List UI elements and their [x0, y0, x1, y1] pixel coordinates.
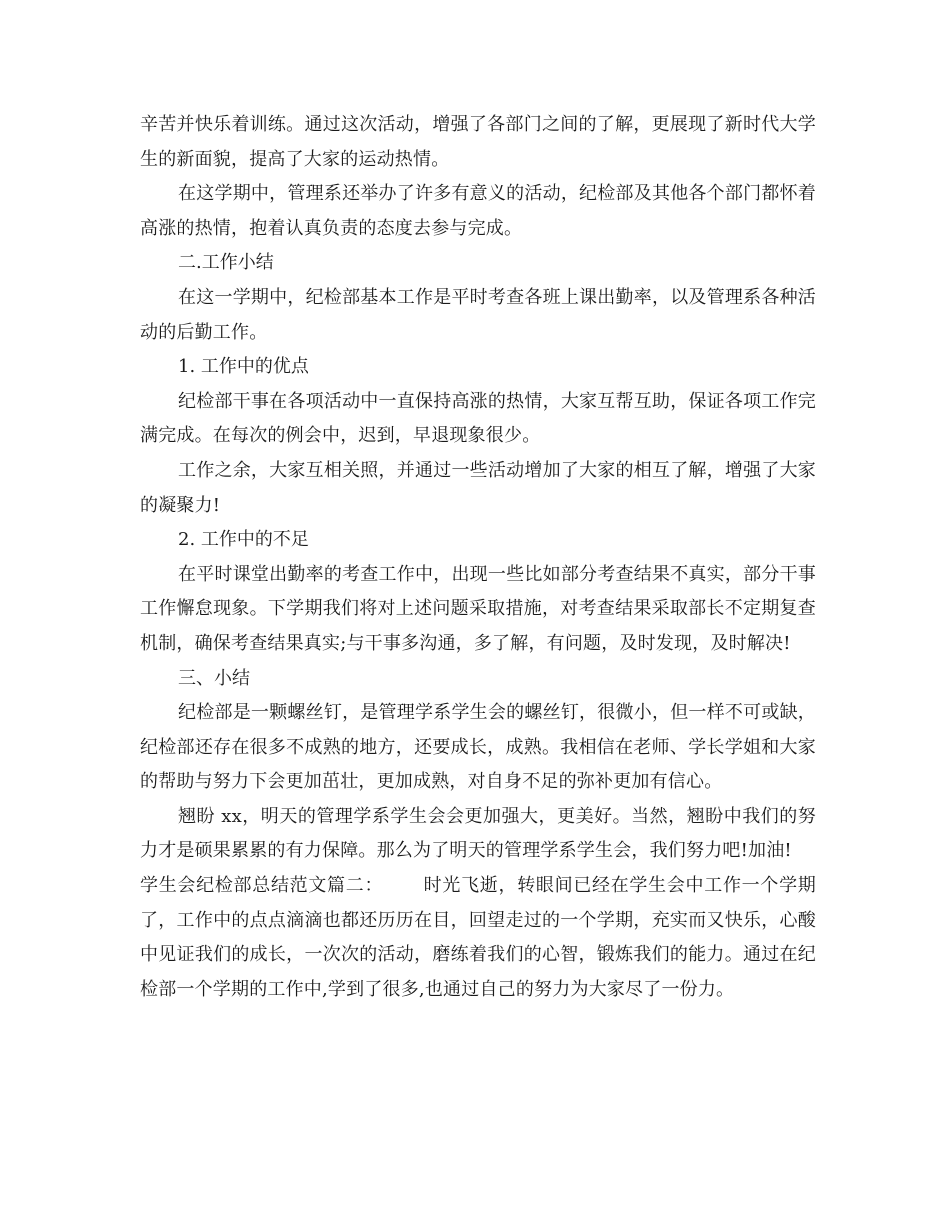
paragraph-article-two — [140, 869, 816, 1007]
section-heading-conclusion: 三、小结 — [178, 667, 250, 689]
article-two-title: 学生会纪检部总结范文篇二： — [140, 875, 384, 897]
paragraph-screw: 纪检部是一颗螺丝钉，是管理学系学生会的螺丝钉，很微小，但一样不可或缺，纪检部还存在很多不成熟的地方，还要成长，成熟。我相信在老师、学长学姐和大家的帮助与努力下会更加茁壮，更加成熟，对自身不足的弥补更加有信心。 — [140, 702, 816, 793]
section-heading-work-summary: 二.工作小结 — [178, 252, 274, 274]
subheading-strengths: 1. 工作中的优点 — [178, 356, 309, 378]
subheading-weaknesses: 2. 工作中的不足 — [178, 529, 309, 551]
paragraph-weaknesses: 在平时课堂出勤率的考查工作中，出现一些比如部分考查结果不真实，部分干事工作懈怠现象。下学期我们将对上述问题采取措施，对考查结果采取部长不定期复查机制，确保考查结果真实;与干事多沟通，多了解，有问题，及时发现，及时解决! — [140, 563, 816, 654]
paragraph-basic-work: 在这一学期中，纪检部基本工作是平时考查各班上课出勤率，以及管理系各种活动的后勤工作。 — [140, 286, 816, 343]
document-body — [140, 108, 816, 1007]
paragraph-cohesion: 工作之余，大家互相关照，并通过一些活动增加了大家的相互了解，增强了大家的凝聚力! — [140, 459, 816, 516]
article-two-text: 时光飞逝，转眼间已经在学生会中工作一个学期了，工作中的点点滴滴也都还历历在目，回望走过的一个学期，充实而又快乐，心酸中见证我们的成长，一次次的活动，磨练着我们的心智，锻炼我们的能力。通过在纪检部一个学期的工作中,学到了很多,也通过自己的努力为大家尽了一份力。 — [140, 875, 816, 1000]
paragraph-activities: 在这学期中，管理系还举办了许多有意义的活动，纪检部及其他各个部门都怀着高涨的热情，抱着认真负责的态度去参与完成。 — [140, 183, 816, 239]
paragraph-continuation: 辛苦并快乐着训练。通过这次活动，增强了各部门之间的了解，更展现了新时代大学生的新面貌，提高了大家的运动热情。 — [140, 114, 816, 170]
paragraph-outlook: 翘盼 xx，明天的管理学系学生会会更加强大，更美好。当然，翘盼中我们的努力才是硕果累累的有力保障。那么为了明天的管理学系学生会，我们努力吧!加油! — [140, 805, 816, 862]
paragraph-strengths: 纪检部干事在各项活动中一直保持高涨的热情，大家互帮互助，保证各项工作完满完成。在每次的例会中，迟到，早退现象很少。 — [140, 390, 816, 447]
